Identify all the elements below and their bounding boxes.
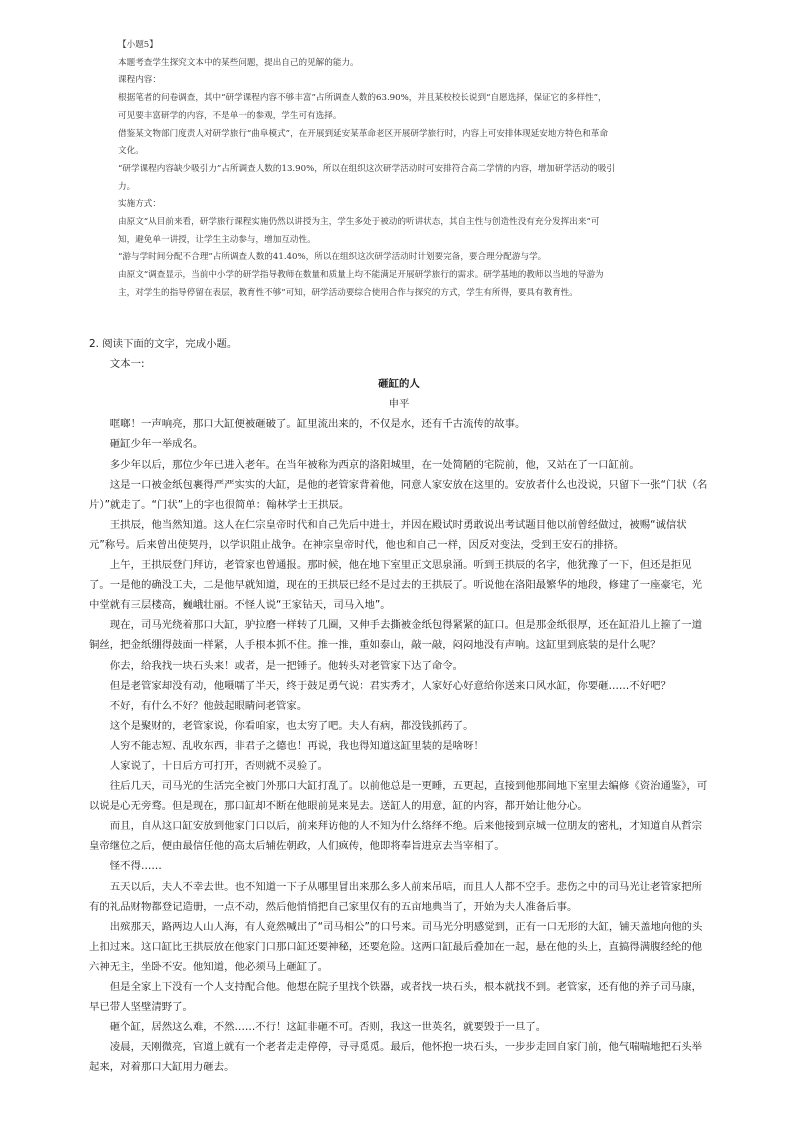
answer-line: 实施方式： xyxy=(118,199,161,210)
answer-line: 文化。 xyxy=(118,146,144,157)
story-paragraph: 怪不得…… xyxy=(109,860,162,873)
answer-line: 课程内容： xyxy=(118,75,161,86)
answer-line: “游与学时间分配不合理”占所调查人数的41.40%，所以在组织这次研学活动时计划要完备，要合理分配游与学。 xyxy=(118,252,547,263)
text-label: 文本一: xyxy=(109,358,145,371)
subquestion-heading: 【小题5】 xyxy=(118,40,158,50)
story-author: 申平 xyxy=(388,398,410,411)
story-paragraph: 人家说了，十日后方可打开，否则就不灵验了。 xyxy=(109,759,328,772)
story-paragraph: 多少年以后，那位少年已进入老年。在当年被称为西京的洛阳城里，在一处简陋的宅院前，他，又站在了一口缸前。 xyxy=(109,458,640,471)
story-paragraph: 砸个缸，居然这么难，不然……不行！这缸非砸不可。否则，我这一世英名，就要毁于一旦了。 xyxy=(109,1021,547,1034)
answer-line: 知，避免单一讲授，让学生主动参与，增加互动性。 xyxy=(118,234,316,245)
story-title: 砸缸的人 xyxy=(378,378,420,391)
story-paragraph: 凌晨，天刚微亮，官道上就有一个老者走走停停，寻寻觅觅。最后，他怀抱一块石头，一步步走回自家门前，他气喘喘地把石头举起来，对着那口大缸用力砸去。 xyxy=(89,1041,703,1074)
story-paragraph: 哐啷！一声响亮，那口大缸便被砸破了。缸里流出来的，不仅是水，还有千古流传的故事。 xyxy=(109,418,526,431)
story-paragraph: 这个是聚财的，老管家说，你看咱家，也太穷了吧。夫人有病，都没钱抓药了。 xyxy=(109,719,474,732)
story-paragraph: 这是一口被金纸包裹得严严实实的大缸，是他的老管家背着他，同意人家安放在这里的。安放者什么也没说，只留下一张“门状（名片）”就走了。“门状”上的字也很简单：翰林学士王拱辰。 xyxy=(89,478,708,511)
answer-line: 本题考查学生探究文本中的某些问题，提出自己的见解的能力。 xyxy=(118,57,359,68)
answer-line: 由原文“从目前来看，研学旅行课程实施仍然以讲授为主，学生多处于被动的听讲状态，其自主性与创造性没有充分发挥出来”可 xyxy=(118,217,600,228)
answer-line: 根据笔者的问卷调查，其中“研学课程内容不够丰富”占所调查人数的63.90%，并且某校校长说到“自愿选择，保证它的多样性”， xyxy=(118,93,607,104)
answer-line: 主，对学生的指导停留在表层，教育性不够”可知，研学活动要综合使用合作与探究的方式，学生有所得，要具有教育性。 xyxy=(118,287,578,298)
answer-explanation xyxy=(118,37,698,303)
answer-line: 力。 xyxy=(118,181,136,192)
question-intro: 2. 阅读下面的文字，完成小题。 xyxy=(89,338,238,350)
story-paragraph: 王拱辰，他当然知道。这人在仁宗皇帝时代和自己先后中进士，并因在殿试时勇敢说出考试题目他以前曾经做过，被赐“诚信状元”称号。后来曾出使契丹，以学识阻止战争。在神宗皇帝时代，他也和自己一样，因反对变法，受到王安石的排挤。 xyxy=(89,518,687,551)
story-paragraph: 现在，司马光绕着那口大缸，驴拉磨一样转了几圈，又伸手去撕被金纸包得紧紧的缸口。但是那金纸很厚，还在缸沿儿上箍了一道铜丝，把金纸绷得鼓面一样紧，人手根本抓不住。推一推，重如泰山，敲一敲，闷闷地没有声响。这缸里到底装的是什么呢？ xyxy=(89,619,703,652)
story-paragraph: 你去，给我找一块石头来！或者，是一把锤子。他转头对老管家下达了命令。 xyxy=(109,659,464,672)
story-paragraph: 出殡那天，路两边人山人海，有人竟然喊出了“司马相公”的口号来。司马光分明感觉到，正有一口无形的大缸，铺天盖地向他的头上扣过来。这口缸比王拱辰放在他家门口那口缸还要神秘，还要危险。这两口缸最后叠加在一起，悬在他的头上，直搞得满腹经纶的他六神无主，坐卧不安。他知道，他必须马上砸缸了。 xyxy=(89,920,703,973)
story-paragraph: 人穷不能志短、乱收东西，非君子之德也！再说，我也得知道这缸里装的是啥呀！ xyxy=(109,739,484,752)
story-paragraph: 往后几天，司马光的生活完全被门外那口大缸打乱了。以前他总是一更睡，五更起，直接到他那间地下室里去编修《资治通鉴》，可以说是心无旁骛。但是现在，那口缸却不断在他眼前晃来晃去。送缸人的用意，缸的内容，都开始让他分心。 xyxy=(89,780,708,813)
story-paragraph: 但是全家上下没有一个人支持配合他。他想在院子里找个铁器，或者找一块石头，根本就找不到。老管家，还有他的养子司马康，早已带人坚壁清野了。 xyxy=(89,981,703,1014)
reading-question xyxy=(89,334,709,1077)
answer-line: 可见要丰富研学的内容，不是单一的参观，学生可有选择。 xyxy=(118,110,342,121)
story-paragraph: 而且，自从这口缸安放到他家门口以后，前来拜访他的人不知为什么络绎不绝。后来他接到京城一位朋友的密札，才知道自从哲宗皇帝继位之后，便由最信任他的高太后辅佐朝政，人们疯传，他即将奉旨进京去当宰相了。 xyxy=(89,820,703,853)
story-paragraph: 不好，有什么不好？他鼓起眼睛问老管家。 xyxy=(109,699,308,712)
story-paragraph: 但是老管家却没有动，他嗫嚅了半天，终于鼓足勇气说：君实秀才，人家好心好意给你送来口风水缸，你要砸……不好吧？ xyxy=(109,679,671,692)
answer-line: “研学课程内容缺少吸引力”占所调查人数的13.90%，所以在组织这次研学活动时可安排符合高二学情的内容，增加研学活动的吸引 xyxy=(118,163,616,174)
story-paragraph: 上午，王拱辰登门拜访，老管家也曾通报。那时候，他在地下室里正文思泉涌。听到王拱辰的名字，他犹豫了一下，但还是拒见了。一是他的确没工夫，二是他早就知道，现在的王拱辰已经不是过去的王拱辰了。听说他在洛阳最繁华的地段，修建了一座豪宅，光中堂就有三层楼高，巍峨壮丽。不怪人说“王家钻天，司马入地”。 xyxy=(89,559,703,612)
story-paragraph: 五天以后，夫人不幸去世。也不知道一下子从哪里冒出来那么多人前来吊唁，而且人人都不空手。悲伤之中的司马光让老管家把所有的礼品财物都登记造册，一点不动，然后他悄悄把自己家里仅有的五亩地典当了，开始为夫人准备后事。 xyxy=(89,880,703,913)
answer-line: 由原文“调查显示，当前中小学的研学指导教师在数量和质量上均不能满足开展研学旅行的需求。研学基地的教师以当地的导游为 xyxy=(118,270,604,281)
story-paragraph: 砸缸少年一举成名。 xyxy=(109,438,204,451)
answer-line: 借鉴某文物部门度责人对研学旅行“曲阜模式”，在开展到延安某革命老区开展研学旅行时，内容上可安排体现延安地方特色和革命 xyxy=(118,128,609,139)
